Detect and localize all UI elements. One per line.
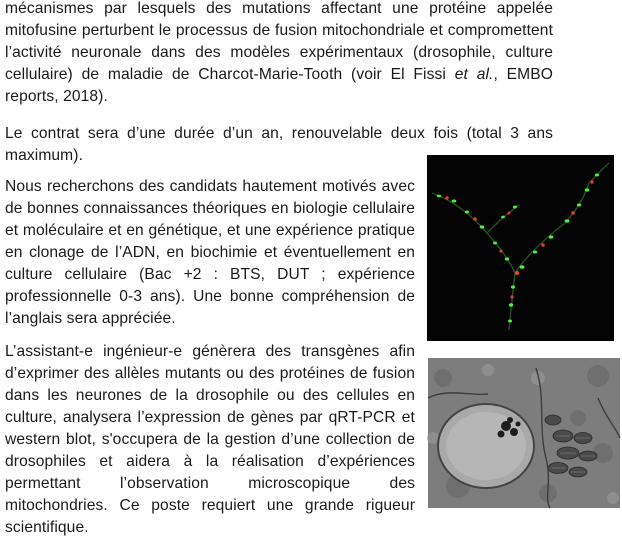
neuron-fluorescence-icon bbox=[427, 155, 614, 341]
paragraph-1-text: mécanismes par lesquels des mutations affectant une protéine appelée mitofusine perturbent le processus de fusion mitochondriale et compromettent l’activité neuronale dans des modèles expérimentaux (drosophile, culture cellulaire) de maladie de Charcot-Marie-Tooth (voir El Fissi bbox=[5, 0, 553, 83]
paragraph-duties: L’assistant-e ingénieur-e génèrera des transgènes afin d’exprimer des allèles mutants ou des protéines de fusion dans les neurones de la drosophile ou des cellules en culture, analysera l’expression de gènes par qRT-PCR et western blot, s'occupera de la gestion d’une collection de drosophiles et aidera à la réalisation d’expériences permettant l’observation microscopique des mitochondries. Ce poste requiert une grande rigueur scientifique. bbox=[5, 343, 415, 536]
paragraph-project-description bbox=[5, 0, 553, 108]
electron-microscopy-image bbox=[428, 358, 620, 508]
electron-micrograph-icon bbox=[428, 358, 620, 508]
fluorescence-microscopy-image bbox=[427, 155, 614, 341]
paragraph-1-end: , EMBO reports, 2018). bbox=[5, 66, 553, 105]
paragraph-contract: Le contrat sera d’une durée d’un an, renouvelable deux fois (total 3 ans maximum). bbox=[5, 125, 553, 164]
paragraph-candidate-profile: Nous recherchons des candidats hautement motivés avec de bonnes connaissances théoriques en biologie cellulaire et moléculaire et en génétique, et une expérience pratique en clonage de l’ADN, en biochimie et éventuellement en culture cellulaire (Bac +2 : BTS, DUT ; expérience professionnelle 0-3 ans). Une bonne compréhension de l’anglais sera appréciée. bbox=[5, 178, 415, 327]
paragraph-1-italic: et al. bbox=[454, 66, 494, 83]
